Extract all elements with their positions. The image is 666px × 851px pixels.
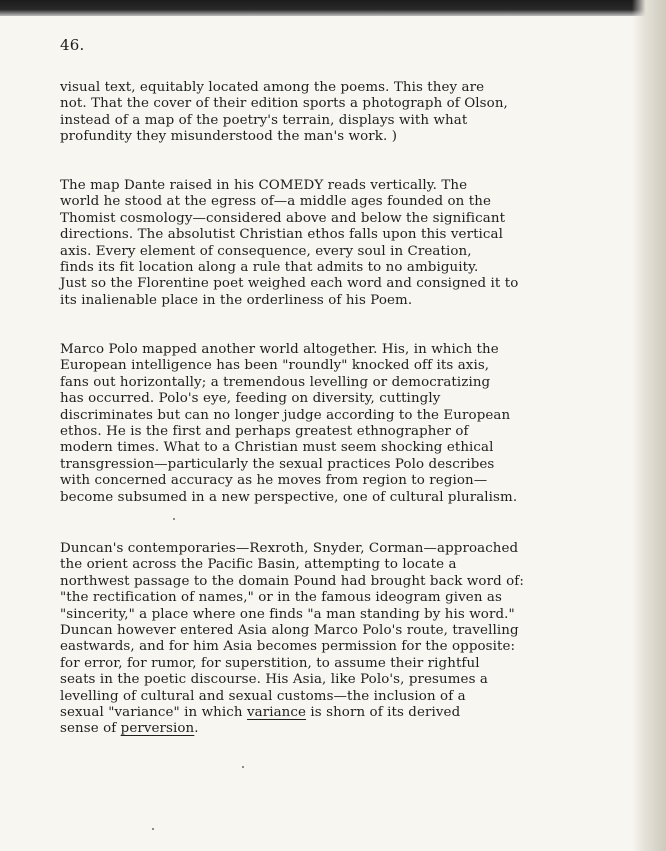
text-line: Duncan's contemporaries—Rexroth, Snyder, Corman—approached xyxy=(60,541,519,556)
text-line: world he stood at the egress of—a middle ages founded on the xyxy=(60,194,491,210)
text-line: Thomist cosmology—considered above and below the significant xyxy=(60,210,506,226)
text-line: instead of a map of the poetry's terrain, displays with what xyxy=(60,112,468,128)
text-line: for error, for rumor, for superstition, to assume their rightful xyxy=(60,655,480,671)
text-line: has occurred. Polo's eye, feeding on diversity, cuttingly xyxy=(60,391,441,407)
text-line: discriminates but can no longer judge according to the European xyxy=(60,407,511,423)
paper-speck xyxy=(152,828,154,830)
page-top-shadow xyxy=(0,0,666,16)
text-line: "the rectification of names," or in the famous ideogram given as xyxy=(60,590,502,606)
text-line: "sincerity," a place where one finds "a man standing by his word." xyxy=(60,606,515,622)
text-fragment: sexual "variance" in which xyxy=(60,705,247,721)
text-line: the orient across the Pacific Basin, attempting to locate a xyxy=(60,557,457,573)
text-line: become subsumed in a new perspective, one of cultural pluralism. xyxy=(60,489,518,505)
paragraph-2 xyxy=(60,178,518,309)
text-line: profundity they misunderstood the man's work. ) xyxy=(60,129,398,145)
text-line: visual text, equitably located among the poems. This they are xyxy=(60,80,485,95)
text-line: European intelligence has been "roundly" knocked off its axis, xyxy=(60,358,490,374)
text-line: finds its fit location along a rule that admits to no ambiguity. xyxy=(60,260,479,276)
paragraph-1 xyxy=(60,80,508,146)
text-line: fans out horizontally; a tremendous levelling or democratizing xyxy=(60,374,491,390)
paragraph-3 xyxy=(60,342,517,506)
text-line: with concerned accuracy as he moves from region to region— xyxy=(60,473,488,489)
text-line: seats in the poetic discourse. His Asia, like Polo's, presumes a xyxy=(60,672,488,688)
text-line-with-underline xyxy=(60,721,524,737)
text-line: transgression—particularly the sexual practices Polo describes xyxy=(60,456,495,472)
text-fragment: sense of xyxy=(60,721,121,737)
paragraph-4 xyxy=(60,541,524,738)
text-fragment: is shorn of its derived xyxy=(306,705,461,721)
text-line: levelling of cultural and sexual customs—the inclusion of a xyxy=(60,688,466,704)
underlined-word-variance: variance xyxy=(246,705,307,721)
underlined-word-perversion: perversion xyxy=(120,721,195,737)
paper-speck xyxy=(242,766,244,768)
text-line: directions. The absolutist Christian ethos falls upon this vertical xyxy=(60,227,504,243)
text-line: Just so the Florentine poet weighed each word and consigned it to xyxy=(60,276,519,292)
text-line: not. That the cover of their edition sports a photograph of Olson, xyxy=(60,96,508,112)
text-line: Marco Polo mapped another world altogether. His, in which the xyxy=(60,342,499,357)
text-line-with-underline xyxy=(60,705,524,721)
page-binding-shadow xyxy=(632,0,666,851)
text-line: axis. Every element of consequence, every soul in Creation, xyxy=(60,243,472,259)
text-line: its inalienable place in the orderliness of his Poem. xyxy=(60,292,413,308)
text-line: eastwards, and for him Asia becomes permission for the opposite: xyxy=(60,639,516,655)
paper-speck xyxy=(173,518,175,520)
text-line: The map Dante raised in his COMEDY reads vertically. The xyxy=(60,178,468,193)
text-line: ethos. He is the first and perhaps greatest ethnographer of xyxy=(60,424,469,440)
text-line: modern times. What to a Christian must seem shocking ethical xyxy=(60,440,494,456)
page-number: 46. xyxy=(60,36,85,54)
text-fragment: . xyxy=(194,721,199,737)
text-line: northwest passage to the domain Pound had brought back word of: xyxy=(60,573,524,589)
text-line: Duncan however entered Asia along Marco Polo's route, travelling xyxy=(60,623,519,639)
